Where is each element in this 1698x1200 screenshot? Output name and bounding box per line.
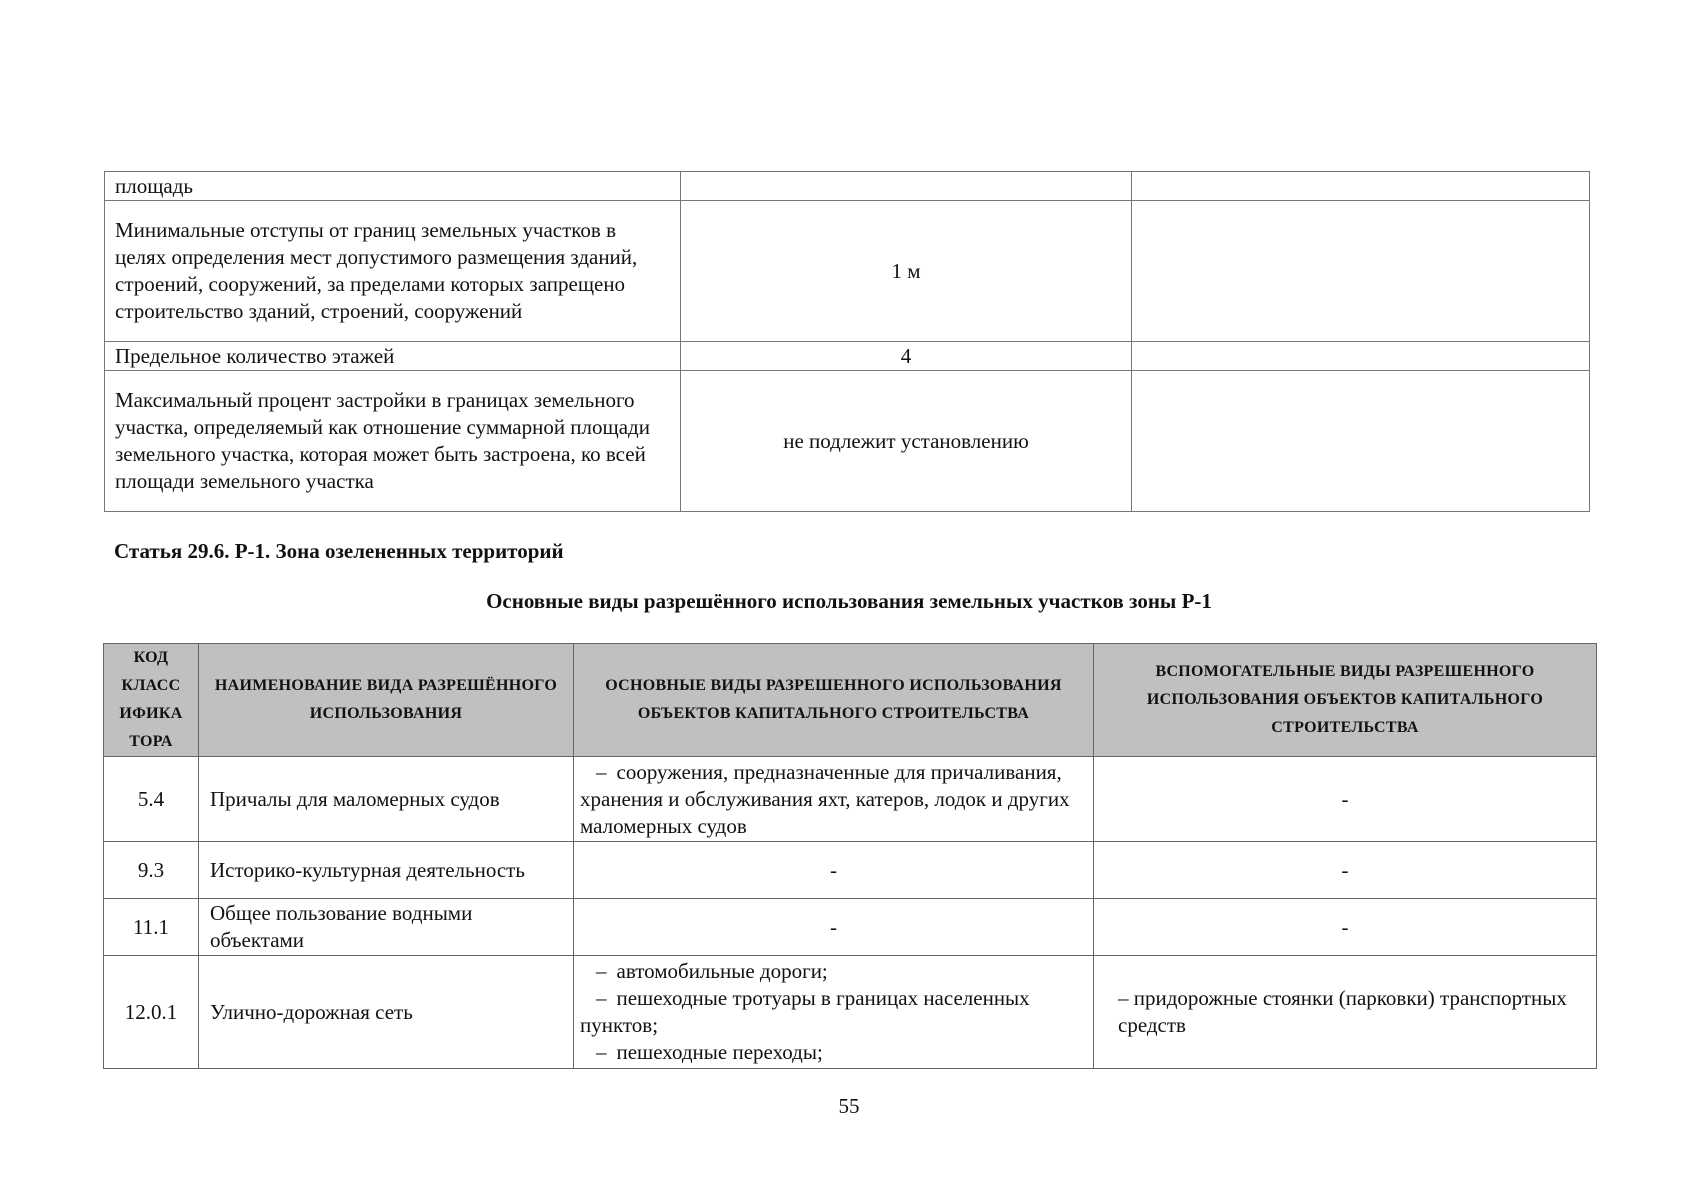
name-cell: Историко-культурная деятельность	[199, 842, 574, 899]
table-row	[104, 899, 1597, 956]
article-title: Статья 29.6. Р-1. Зона озелененных территорий	[114, 539, 564, 563]
list-item: – автомобильные дороги;	[580, 958, 1087, 985]
header-name: НАИМЕНОВАНИЕ ВИДА РАЗРЕШЁННОГО ИСПОЛЬЗОВАНИЯ	[199, 644, 574, 757]
main-uses-cell: -	[574, 842, 1094, 899]
code-cell: 12.0.1	[104, 956, 199, 1069]
param-cell: Максимальный процент застройки в границах земельного участка, определяемый как отношение суммарной площади земельного участка, которая может быть застроена, ко всей площади земельного участка	[105, 371, 681, 512]
code-cell: 5.4	[104, 757, 199, 842]
aux-uses-cell: -	[1094, 757, 1597, 842]
parameters-table	[104, 171, 1590, 512]
list-item: придорожные стоянки (парковки) транспортных средств	[1118, 986, 1567, 1037]
param-cell: Предельное количество этажей	[105, 342, 681, 371]
value-cell: 1 м	[681, 201, 1132, 342]
name-cell: Улично-дорожная сеть	[199, 956, 574, 1069]
extra-cell	[1132, 342, 1590, 371]
table-header-row	[104, 644, 1597, 757]
name-cell: Общее пользование водными объектами	[199, 899, 574, 956]
dash-bullet: –	[596, 959, 607, 983]
permitted-use-table	[103, 643, 1597, 1069]
dash-bullet: –	[1118, 986, 1129, 1010]
list-item: – пешеходные переходы;	[580, 1039, 1087, 1066]
main-uses-cell	[574, 757, 1094, 842]
param-cell: Минимальные отступы от границ земельных участков в целях определения мест допустимого размещения зданий, строений, сооружений, за пределами которых запрещено строительство зданий, строений, сооружений	[105, 201, 681, 342]
list-item: – пешеходные тротуары в границах населенных пунктов;	[580, 986, 1030, 1037]
header-aux-uses: ВСПОМОГАТЕЛЬНЫЕ ВИДЫ РАЗРЕШЕННОГО ИСПОЛЬЗОВАНИЯ ОБЪЕКТОВ КАПИТАЛЬНОГО СТРОИТЕЛЬСТВА	[1094, 644, 1597, 757]
table-row	[105, 172, 1590, 201]
dash-bullet: –	[596, 1040, 607, 1064]
table-row	[104, 842, 1597, 899]
table-row	[104, 757, 1597, 842]
table-row	[105, 371, 1590, 512]
header-main-uses: ОСНОВНЫЕ ВИДЫ РАЗРЕШЕННОГО ИСПОЛЬЗОВАНИЯ ОБЪЕКТОВ КАПИТАЛЬНОГО СТРОИТЕЛЬСТВА	[574, 644, 1094, 757]
value-cell: не подлежит установлению	[681, 371, 1132, 512]
value-cell	[681, 172, 1132, 201]
code-cell: 11.1	[104, 899, 199, 956]
section-subtitle: Основные виды разрешённого использования земельных участков зоны Р-1	[486, 589, 1212, 613]
param-cell: площадь	[105, 172, 681, 201]
dash-bullet: –	[596, 759, 607, 784]
list-item: – сооружения, предназначенные для причаливания, хранения и обслуживания яхт, катеров, лодок и других маломерных судов	[580, 759, 1070, 838]
page-number: 55	[838, 1094, 860, 1118]
extra-cell	[1132, 172, 1590, 201]
extra-cell	[1132, 371, 1590, 512]
aux-uses-cell: -	[1094, 842, 1597, 899]
dash-bullet: –	[596, 986, 607, 1010]
main-uses-cell	[574, 956, 1094, 1069]
table-row	[105, 201, 1590, 342]
main-uses-cell: -	[574, 899, 1094, 956]
name-cell: Причалы для маломерных судов	[199, 757, 574, 842]
aux-uses-cell: -	[1094, 899, 1597, 956]
extra-cell	[1132, 201, 1590, 342]
table-row	[105, 342, 1590, 371]
table-row	[104, 956, 1597, 1069]
value-cell: 4	[681, 342, 1132, 371]
header-code: КОД КЛАСС ИФИКА ТОРА	[104, 644, 199, 757]
aux-uses-cell	[1094, 956, 1597, 1069]
code-cell: 9.3	[104, 842, 199, 899]
